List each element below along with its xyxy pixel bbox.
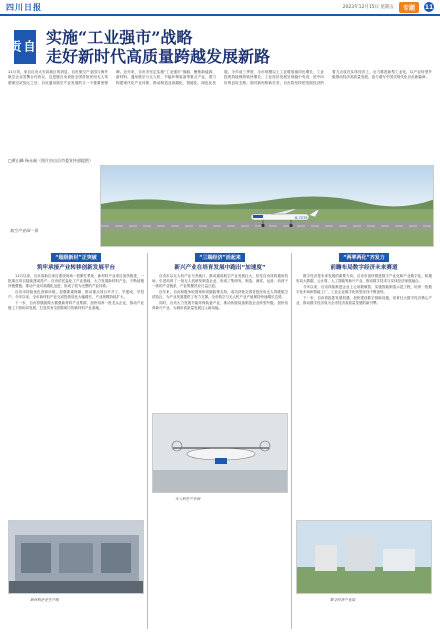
industrial-park-photo [296, 520, 432, 594]
column-2-paragraph: 自贡市以无人机产业为突破口，推动通用航空产业发展壮大。依托自贡凤鸣通用机场，引进培育了一批无人机研发制造企业，形成了集研发、制造、测试、运营、培训于一体的产业链条，产业集聚效应日益凸显。 [152, 274, 288, 289]
masthead-rule [0, 14, 440, 16]
column-2-image-caption: 无人机生产车间 [175, 497, 201, 501]
aircraft-registration: B-70T9 [295, 216, 308, 220]
column-2-body [152, 274, 288, 311]
photo-caption: 航空产业园一景 [10, 228, 38, 233]
column-2-tag: “三端经济”活起来 [195, 253, 245, 262]
column-3-title: 前瞻布局数字经济未来赛道 [330, 265, 398, 271]
column-1-paragraph: 自贡市持续优化营商环境，加强要素保障，推动重点项目早开工、早建成、早投产。今年以来，全市新材料产业完成投资同比大幅增长，产业规模持续扩大。 [8, 290, 144, 300]
column-3-paragraph: 数字经济是未来发展的重要方向。自贡市加快推进数字产业化和产业数字化，积极布局大数据、云计算、人工智能等新兴产业，推动数字技术与实体经济深度融合。 [296, 274, 432, 284]
drone-workshop-photo [152, 413, 288, 493]
headline-line-2: 走好新时代高质量跨越发展新路 [46, 47, 271, 66]
airplane-photo [101, 166, 434, 247]
masthead [0, 0, 440, 14]
column-1-paragraph: 下一步，自贡将继续做大做强新材料产业集群，加快培育一批龙头企业，推动产业链上下游协同发展，打造具有全国影响力的新材料产业基地。 [8, 301, 144, 311]
newspaper-logo: 四川日报 [6, 1, 42, 12]
page-number: 11 [424, 3, 434, 11]
byline: □黄山峰 杨永福（图片由自贡市委宣传部提供） [8, 158, 94, 163]
column-1-body [8, 274, 144, 311]
masthead-meta [343, 2, 434, 13]
factory-photo [8, 520, 144, 594]
column-1-title: 筑牢承接产业转移创新发展平台 [36, 265, 116, 271]
column-3-tag: “两率两化”齐发力 [339, 253, 389, 262]
column-2-paragraph: 近年来，自贡积极争取国家和省级政策支持，成功获批全国首批民用无人驾驶航空试验区，为产业发展提供了有力支撑。全市航空与无人机产业产值保持快速增长态势。 [152, 290, 288, 300]
column-divider [147, 253, 148, 629]
headline-kicker: 自贡 [14, 30, 36, 64]
column-2-paragraph: 同时，自贡大力发展节能环保装备产业，推动传统装备制造企业转型升级，加快培育新兴产业，为城市高质量发展注入新动能。 [152, 301, 288, 311]
column-2-title: 新兴产业在培育发展中跑出“加速度” [174, 265, 266, 271]
column-3-body [296, 274, 432, 306]
column-3-image-caption: 数字经济产业园 [330, 598, 356, 602]
column-1-paragraph: 11月以来，自贡高新区项目建设现场一派繁忙景象，新材料产业项目加快推进，一批重点项目陆续建成投产。自贡依托盐化工产业基础，大力发展新材料产业，不断延链补链强链，推动产业向高端化迈进，形成了较为完整的产业体系。 [8, 274, 144, 289]
column-1-image-caption: 新材料企业生产线 [30, 598, 59, 602]
issue-date: 2023年12月15日 星期五 [342, 5, 394, 10]
column-1-tag: “超级新材”正突破 [51, 253, 101, 262]
headline-line-1: 实施“工业强市”战略 [46, 28, 193, 47]
column-divider [291, 253, 292, 629]
main-photo [100, 165, 434, 247]
lead-paragraph: 11月初，来自自贡大安高新区的消息，自贡航空产业园与海外航空企业签署合作协议，这是继自贡获批全国首批民用无人驾驶航空试验区之后，自贡通用航空产业发展的又一个重要里程碑。近年来，自贡市坚定实施“工业强市”战略，聚焦新能源、新材料、通用航空与无人机、节能环保装备等重点产业，着力构建现代化产业体系，推动制造业高端化、智能化、绿色化发展。今年前三季度，全市规模以上工业增加值同比增长，工业投资持续保持较快增长，工业经济发展呈现稳中有进、进中向好的良好态势。面对新形势新任务，自贡将坚持把发展经济的着力点放在实体经济上，全力推进新型工业化，以产业转型升级推动经济高质量发展，奋力谱写中国式现代化自贡新篇章。 [8, 70, 432, 85]
section-badge: 专题 [399, 2, 419, 13]
headline [46, 28, 430, 66]
column-3-paragraph: 下一步，自贡将抢抓发展机遇，加快建设数字基础设施，培育壮大数字经济核心产业，推动数字经济成为全市经济高质量发展的新引擎。 [296, 295, 432, 306]
column-3-paragraph: 今年以来，自贡持续推进企业上云用数赋智，实施智能制造示范工程，培育一批数字化车间和智能工厂，工业企业数字化转型步伐不断加快。 [296, 284, 432, 295]
